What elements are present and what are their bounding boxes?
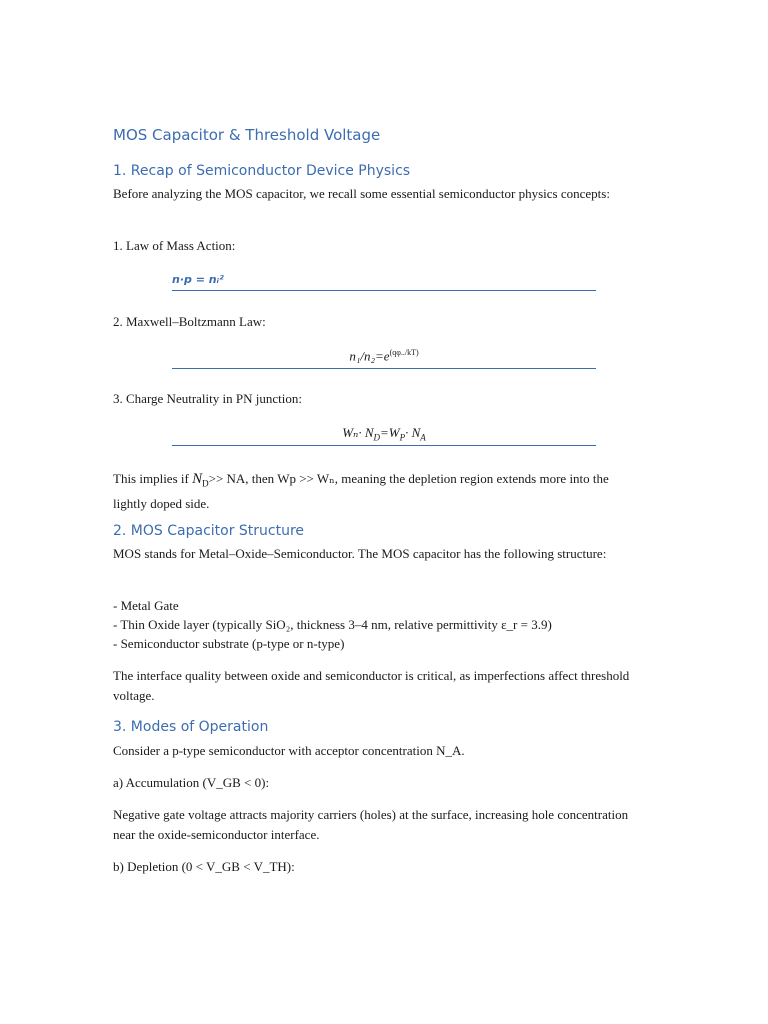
law2-equation-lhs: n₁/n₂=e [349, 348, 390, 364]
mode-a-description: Negative gate voltage attracts majority carriers (holes) at the surface, increasing hole concentration near the oxide-semiconductor interface. [113, 807, 629, 842]
law3-eq-part1: Wₙ· N [342, 425, 374, 440]
implies-prefix: This implies if [113, 471, 193, 486]
section-heading-modes: 3. Modes of Operation [113, 719, 269, 735]
structure-item: - Metal Gate [113, 598, 179, 613]
law3-eq-sub-a: A [420, 432, 426, 443]
structure-item: - Thin Oxide layer (typically SiO₂, thickness 3–4 nm, relative permittivity ε_r = 3.9) [113, 617, 552, 632]
law3-eq-part2: =W [380, 425, 400, 440]
law3-equation [172, 425, 596, 446]
law3-eq-sub-p: P [399, 432, 406, 443]
modes-intro: Consider a p-type semiconductor with acceptor concentration N_A. [113, 743, 465, 758]
implies-rest: >> NA, then Wp >> Wₙ, meaning the depletion region extends more into the lightly doped side. [113, 471, 609, 511]
law3-eq-sub-d: D [373, 432, 380, 443]
law2-label: 2. Maxwell–Boltzmann Law: [113, 314, 266, 329]
structure-note: The interface quality between oxide and semiconductor is critical, as imperfections affect threshold voltage. [113, 668, 630, 703]
law2-equation-exponent: (qφ../kT) [389, 348, 419, 357]
document-title: MOS Capacitor & Threshold Voltage [113, 126, 381, 144]
law1-label: 1. Law of Mass Action: [113, 238, 236, 253]
structure-intro: MOS stands for Metal–Oxide–Semiconductor. The MOS capacitor has the following structure: [113, 546, 607, 561]
law3-eq-part3: · N [405, 425, 421, 440]
law1-equation [172, 270, 596, 291]
implies-nd: N [192, 471, 203, 487]
section-heading-recap: 1. Recap of Semiconductor Device Physics [113, 163, 411, 179]
section-heading-structure: 2. MOS Capacitor Structure [113, 523, 305, 539]
law3-label: 3. Charge Neutrality in PN junction: [113, 391, 302, 406]
structure-item: - Semiconductor substrate (p-type or n-type) [113, 636, 345, 651]
law1-equation-text: n·p = nᵢ² [172, 273, 224, 286]
mode-a-label: a) Accumulation (V_GB < 0): [113, 775, 270, 790]
implies-paragraph [113, 469, 641, 514]
recap-intro: Before analyzing the MOS capacitor, we recall some essential semiconductor physics concepts: [113, 186, 610, 201]
implies-nd-sub: D [202, 478, 209, 489]
law2-equation [172, 348, 596, 369]
mode-b-label: b) Depletion (0 < V_GB < V_TH): [113, 859, 295, 874]
